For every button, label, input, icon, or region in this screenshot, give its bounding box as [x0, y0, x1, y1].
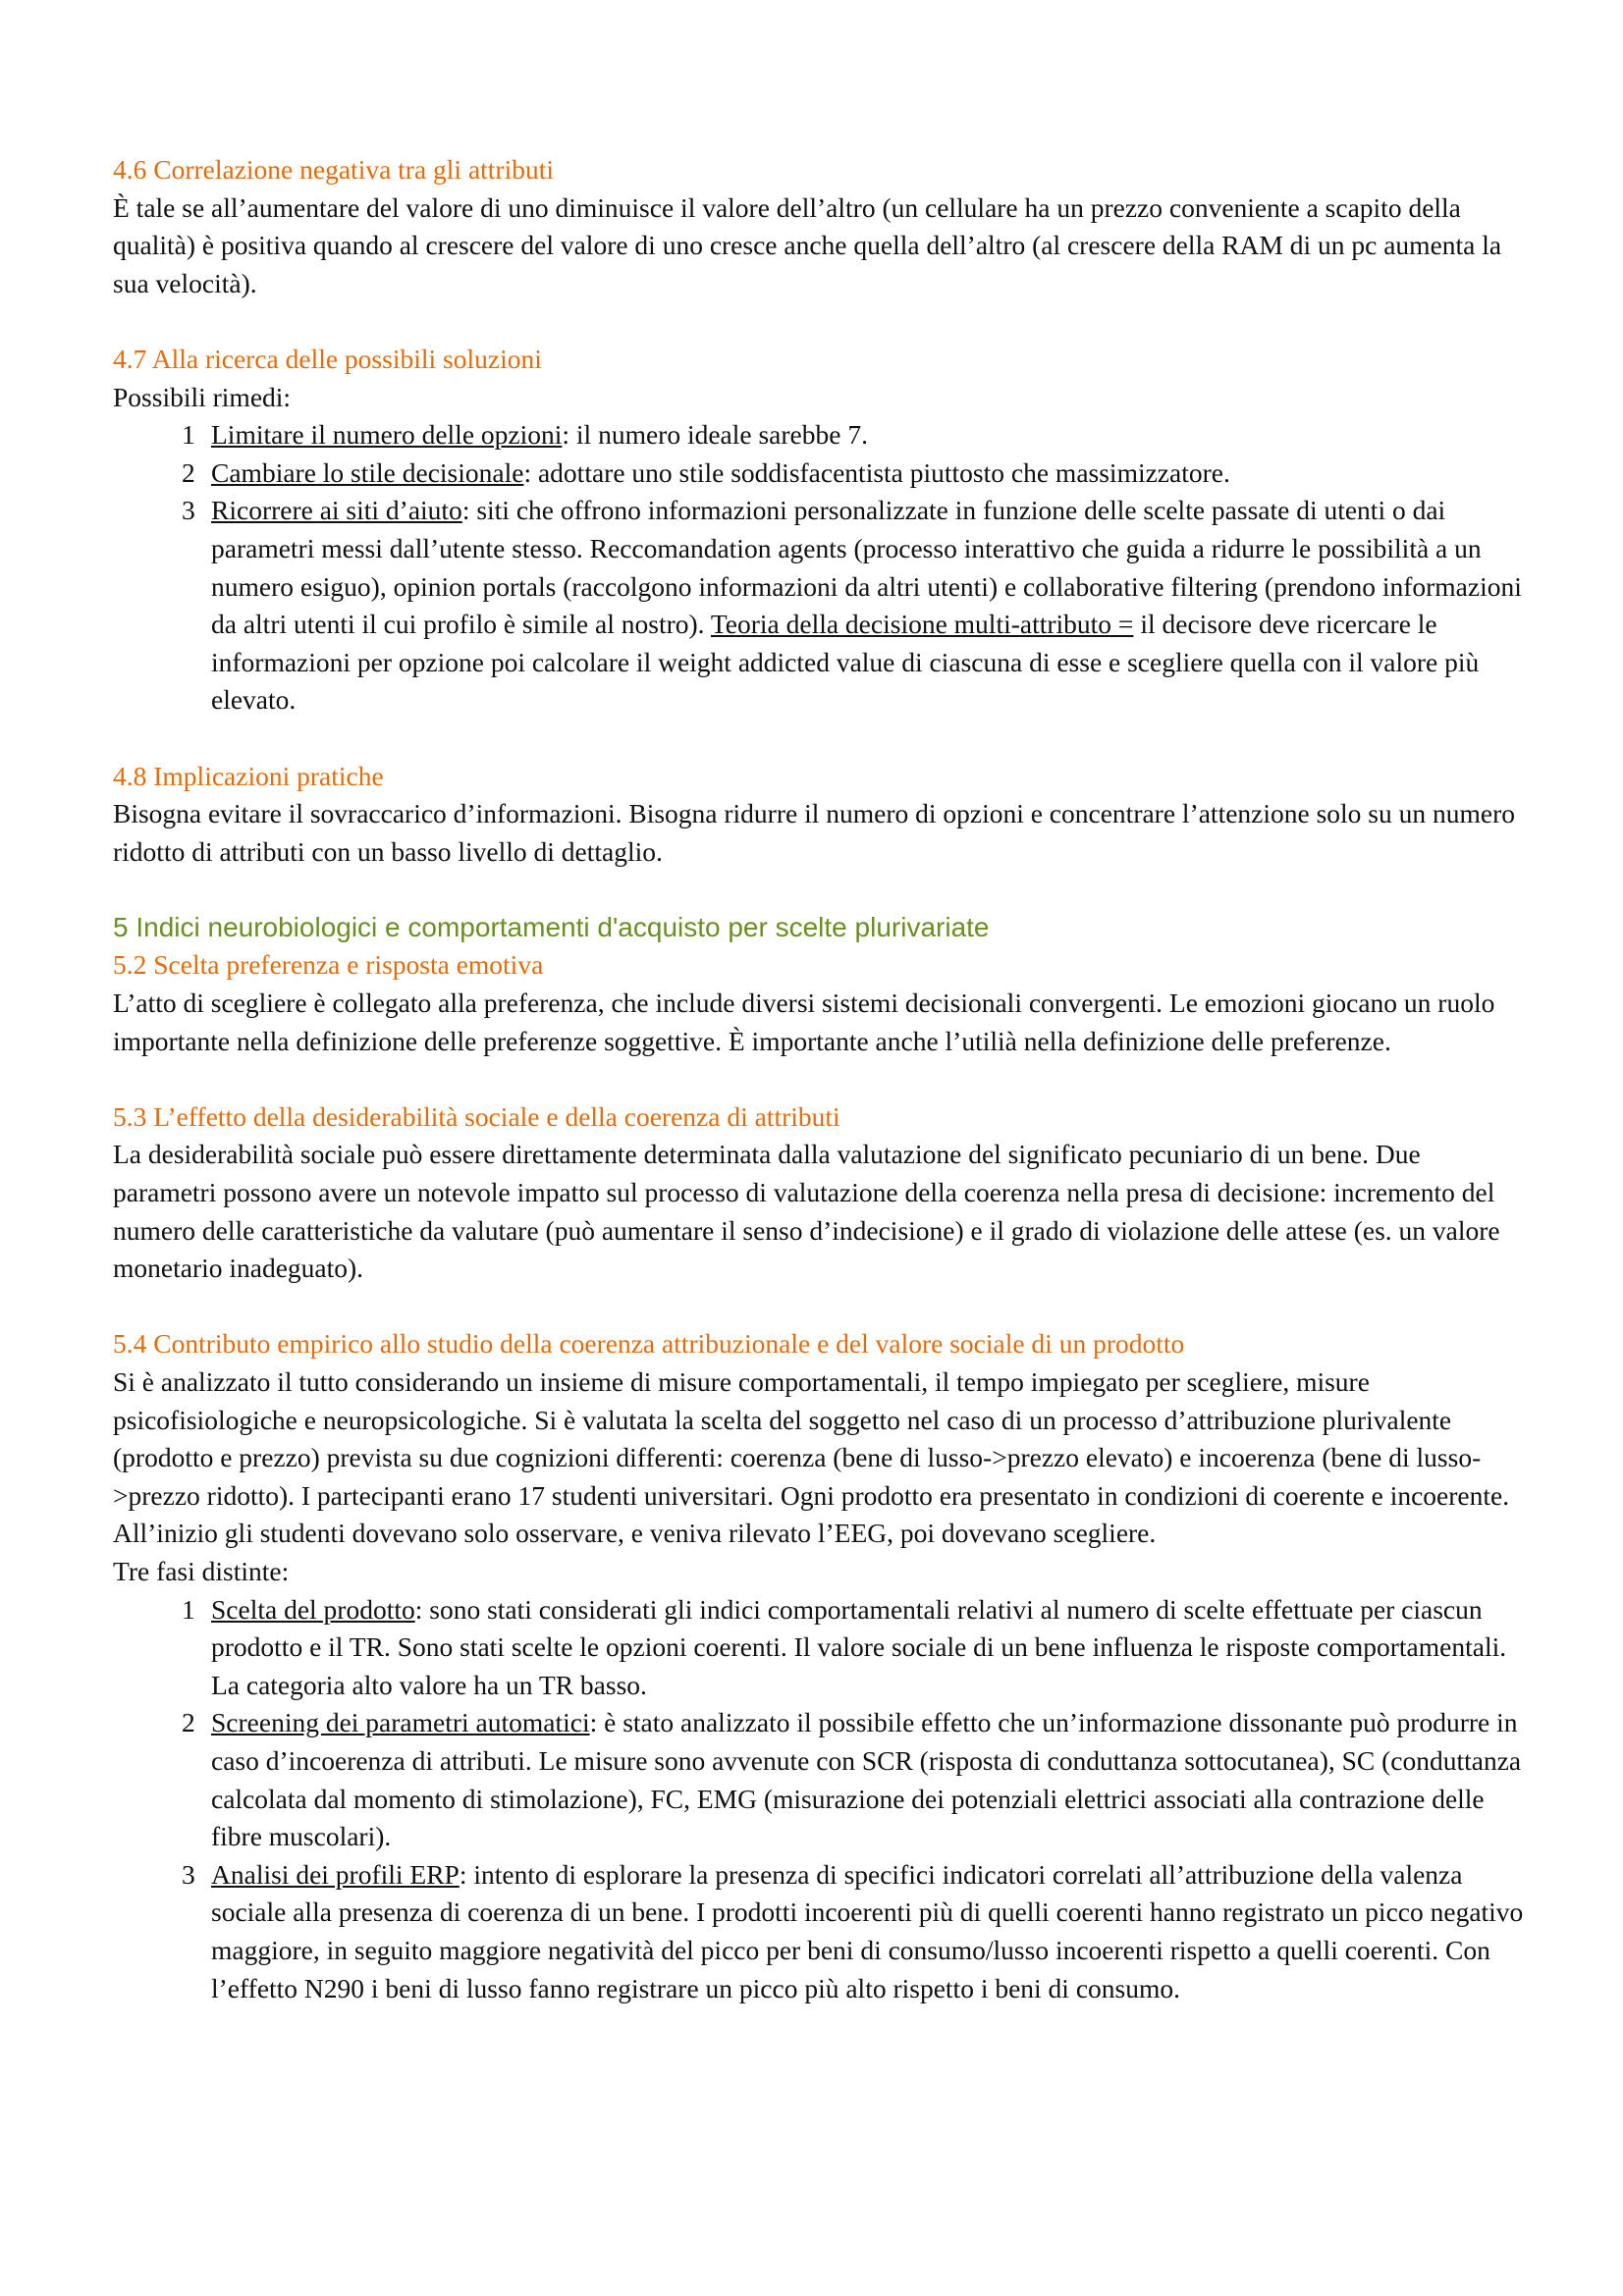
list-item-number: 1 [182, 1593, 195, 1625]
list-item [113, 454, 1527, 493]
list-item-text: : il numero ideale sarebbe 7. [562, 419, 868, 451]
section-text-4-6: È tale se all’aumentare del valore di uno diminuisce il valore dell’altro (un cellulare ha un prezzo conveniente a scapito della qualità) è positiva quando al crescere del valore di uno cresce anche quella dell’altro (al crescere della RAM di un pc aumenta la sua velocità). [113, 191, 1502, 298]
section-text-4-8: Bisogna evitare il sovraccarico d’informazioni. Bisogna ridurre il numero di opzioni e concentrare l’attenzione solo su un numero ridotto di attributi con un basso livello di dettaglio. [113, 798, 1516, 867]
list-item-text: : intento di esplorare la presenza di specifici indicatori correlati all’attribuzione della valenza sociale alla presenza di coerenza di un bene. I prodotti incoerenti più di quelli coerenti hanno registrato un picco negativo maggiore, in seguito maggiore negatività del picco per beni di consumo/lusso incoerenti rispetto a quelli coerenti. Con l’effetto N290 i beni di lusso fanno registrare un picco più alto rispetto i beni di consumo. [211, 1858, 1524, 2003]
section-heading-5-2: 5.2 Scelta preferenza e risposta emotiva [113, 949, 544, 981]
chapter-heading-5: 5 Indici neurobiologici e comportamenti d'acquisto per scelte plurivariate [113, 911, 990, 942]
list-item-number: 2 [182, 456, 195, 488]
section-text-5-2: L’atto di scegliere è collegato alla preferenza, che include diversi sistemi decisionali convergenti. Le emozioni giocano un ruolo importante nella definizione delle preferenze soggettive. È importante anche l’utilià nella definizione delle preferenze. [113, 988, 1495, 1056]
list-item [113, 1704, 1527, 1855]
list-item [113, 1856, 1527, 2007]
list-item-number: 1 [182, 419, 195, 451]
list-intro-4-7: Possibili rimedi: [113, 381, 292, 412]
list-intro-5-4: Tre fasi distinte: [113, 1555, 290, 1586]
section-heading-4-8: 4.8 Implicazioni pratiche [113, 760, 384, 791]
spacer [113, 302, 1527, 341]
section-heading-5-3: 5.3 L’effetto della desiderabilità sociale e della coerenza di attributi [113, 1100, 840, 1132]
list-item-term: Ricorrere ai siti d’aiuto [211, 495, 462, 526]
section-text-5-3: La desiderabilità sociale può essere direttamente determinata dalla valutazione del significato pecuniario di un bene. Due parametri possono avere un notevole impatto sul processo di valutazione della coerenza nella presa di decisione: incremento del numero delle caratteristiche da valutare (può aumentare il senso d’indecisione) e il grado di violazione delle attese (es. un valore monetario inadeguato). [113, 1139, 1500, 1284]
list-item-text-secondary: il decisore deve ricercare le informazioni per opzione poi calcolare il weight addicted value di ciascuna di esse e scegliere quella con il valore più elevato. [211, 609, 1480, 716]
list-item-text: : sono stati considerati gli indici comportamentali relativi al numero di scelte effettuate per ciascun prodotto e il TR. Sono stati scelte le opzioni coerenti. Il valore sociale di un bene influenza le risposte comportamentali. La categoria alto valore ha un TR basso. [211, 1593, 1507, 1700]
list-item-number: 3 [182, 495, 195, 526]
list-item-number: 3 [182, 1858, 195, 1890]
list-item [113, 492, 1527, 720]
list-item-number: 2 [182, 1707, 195, 1738]
document-page [113, 151, 1527, 2007]
phases-list [113, 1591, 1527, 2008]
list-item-text: : è stato analizzato il possibile effetto che un’informazione dissonante può produrre in caso d’incoerenza di attributi. Le misure sono avvenute con SCR (risposta di conduttanza sottocutanea), SC (conduttanza calcolata dal momento di stimolazione), FC, EMG (misurazione dei potenziali elettrici associati alla contrazione delle fibre muscolari). [211, 1707, 1522, 1852]
remedies-list [113, 416, 1527, 720]
list-item-term: Analisi dei profili ERP [211, 1858, 460, 1890]
section-heading-4-7: 4.7 Alla ricerca delle possibili soluzioni [113, 343, 542, 374]
list-item-text: : siti che offrono informazioni personalizzate in funzione delle scelte passate di utenti o dai parametri messi dall’utente stesso. Reccomandation agents (processo interattivo che guida a ridurre le possibilità a un numero esiguo), opinion portals (raccolgono informazioni da altri utenti) e collaborative filtering (prendono informazioni da altri utenti il cui profilo è simile al nostro). [211, 495, 1522, 640]
list-item-term: Limitare il numero delle opzioni [211, 419, 563, 451]
list-item-text: : adottare uno stile soddisfacentista piuttosto che massimizzatore. [523, 456, 1230, 488]
list-item [113, 416, 1527, 454]
section-heading-5-4: 5.4 Contributo empirico allo studio della coerenza attribuzionale e del valore sociale di un prodotto [113, 1328, 1185, 1360]
list-item-term: Scelta del prodotto [211, 1593, 415, 1625]
section-heading-4-6: 4.6 Correlazione negativa tra gli attributi [113, 154, 555, 185]
list-item-term-secondary: Teoria della decisione multi-attributo = [710, 609, 1134, 640]
list-item-term: Cambiare lo stile decisionale [211, 456, 524, 488]
spacer [113, 871, 1527, 909]
list-item [113, 1591, 1527, 1705]
section-text-5-4: Si è analizzato il tutto considerando un insieme di misure comportamentali, il tempo impiegato per scegliere, misure psicofisiologiche e neuropsicologiche. Si è valutata la scelta del soggetto nel caso di un processo d’attribuzione plurivalente (prodotto e prezzo) prevista su due cognizioni differenti: coerenza (bene di lusso->prezzo elevato) e incoerenza (bene di lusso->prezzo ridotto). I partecipanti erano 17 studenti universitari. Ogni prodotto era presentato in condizioni di coerente e incoerente. All’inizio gli studenti dovevano solo osservare, e veniva rilevato l’EEG, poi dovevano scegliere. [113, 1366, 1510, 1549]
spacer [113, 1060, 1527, 1098]
spacer [113, 1288, 1527, 1326]
spacer [113, 720, 1527, 758]
list-item-term: Screening dei parametri automatici [211, 1707, 590, 1738]
